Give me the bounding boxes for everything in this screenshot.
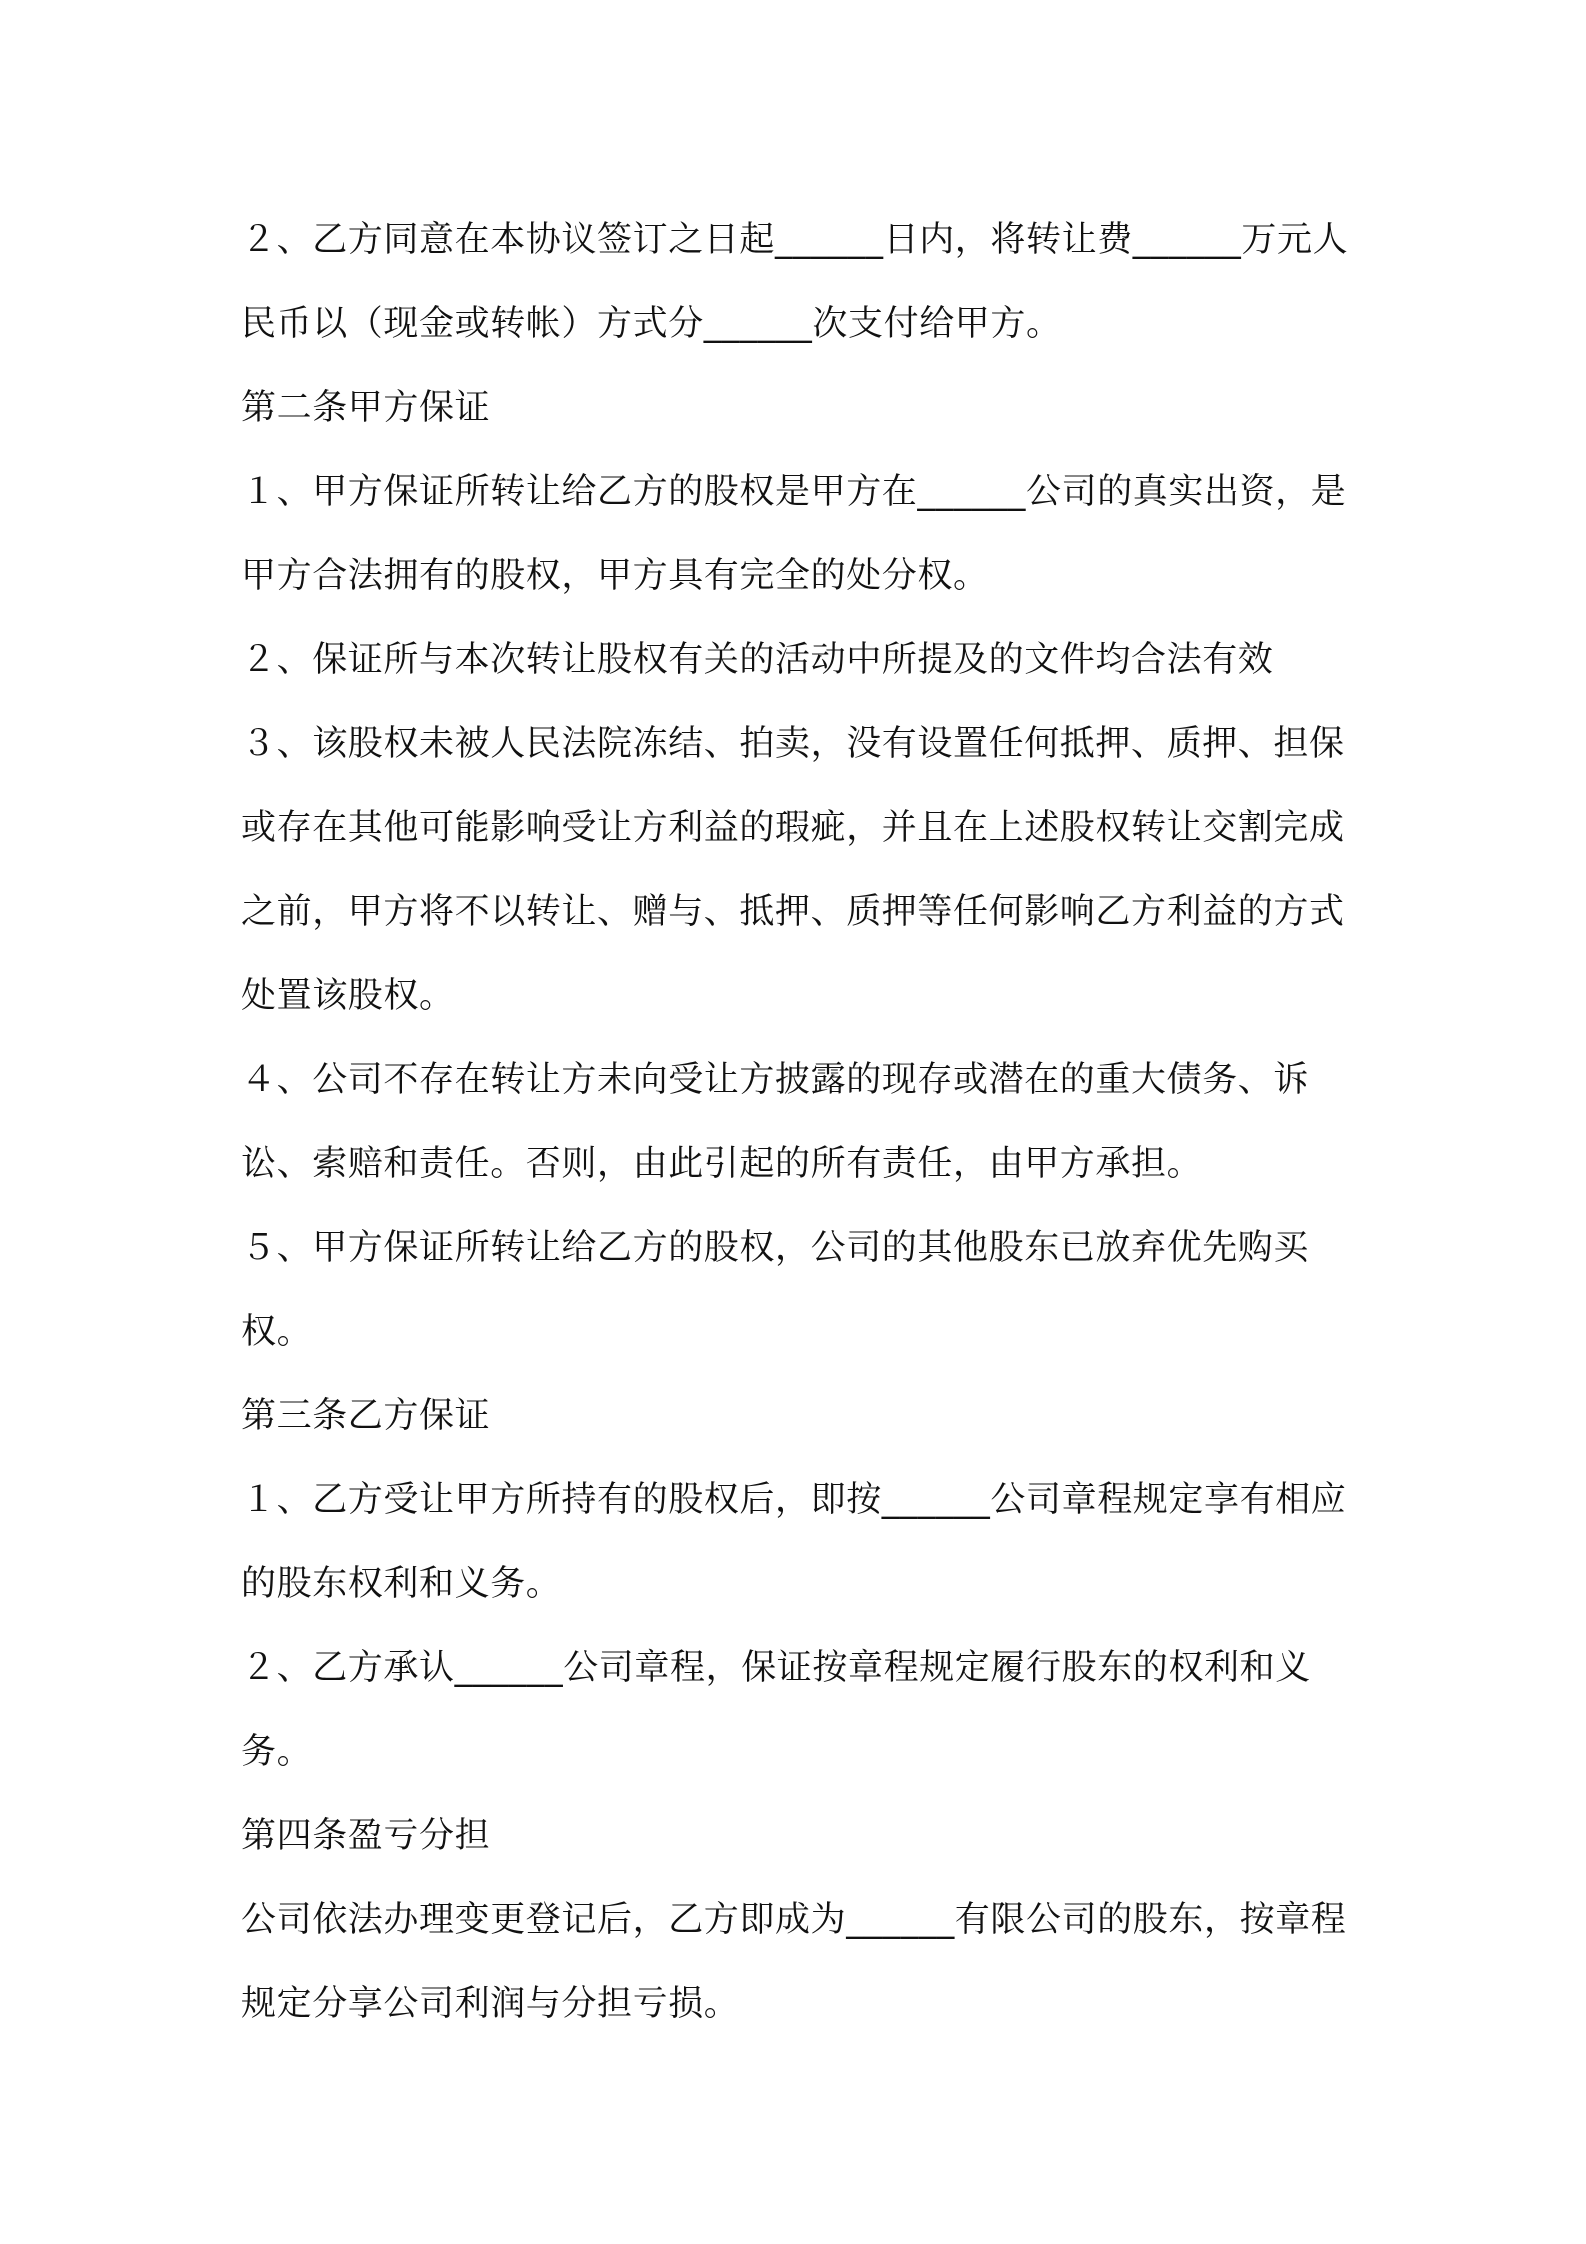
article-3-heading: 第三条乙方保证: [241, 1396, 491, 1436]
party-a-guarantee-4: ４、公司不存在转让方未向受让方披露的现存或潜在的重大债务、诉讼、索赔和责任。否则，由此引起的所有责任，由甲方承担。: [241, 1060, 1310, 1184]
profit-loss-clause: 公司依法办理变更登记后，乙方即成为______有限公司的股东，按章程规定分享公司利润与分担亏损。: [241, 1900, 1347, 2024]
article-2-heading: 第二条甲方保证: [241, 388, 491, 428]
article-4-heading: 第四条盈亏分担: [241, 1816, 491, 1856]
party-a-guarantee-5: ５、甲方保证所转让给乙方的股权，公司的其他股东已放弃优先购买权。: [241, 1228, 1310, 1352]
document-body: [241, 198, 1361, 2046]
party-b-guarantee-2: ２、乙方承认______公司章程，保证按章程规定履行股东的权利和义务。: [241, 1648, 1311, 1772]
party-a-guarantee-1: １、甲方保证所转让给乙方的股权是甲方在______公司的真实出资，是甲方合法拥有的股权，甲方具有完全的处分权。: [241, 472, 1347, 596]
party-a-guarantee-2: ２、保证所与本次转让股权有关的活动中所提及的文件均合法有效: [241, 640, 1274, 680]
payment-clause: ２、乙方同意在本协议签订之日起______日内，将转让费______万元人民币以（现金或转帐）方式分______次支付给甲方。: [241, 220, 1349, 344]
party-a-guarantee-3: ３、该股权未被人民法院冻结、拍卖，没有设置任何抵押、质押、担保或存在其他可能影响受让方利益的瑕疵，并且在上述股权转让交割完成之前，甲方将不以转让、赠与、抵押、质押等任何影响乙方利益的方式处置该股权。: [241, 724, 1345, 1016]
party-b-guarantee-1: １、乙方受让甲方所持有的股权后，即按______公司章程规定享有相应的股东权利和义务。: [241, 1480, 1347, 1604]
